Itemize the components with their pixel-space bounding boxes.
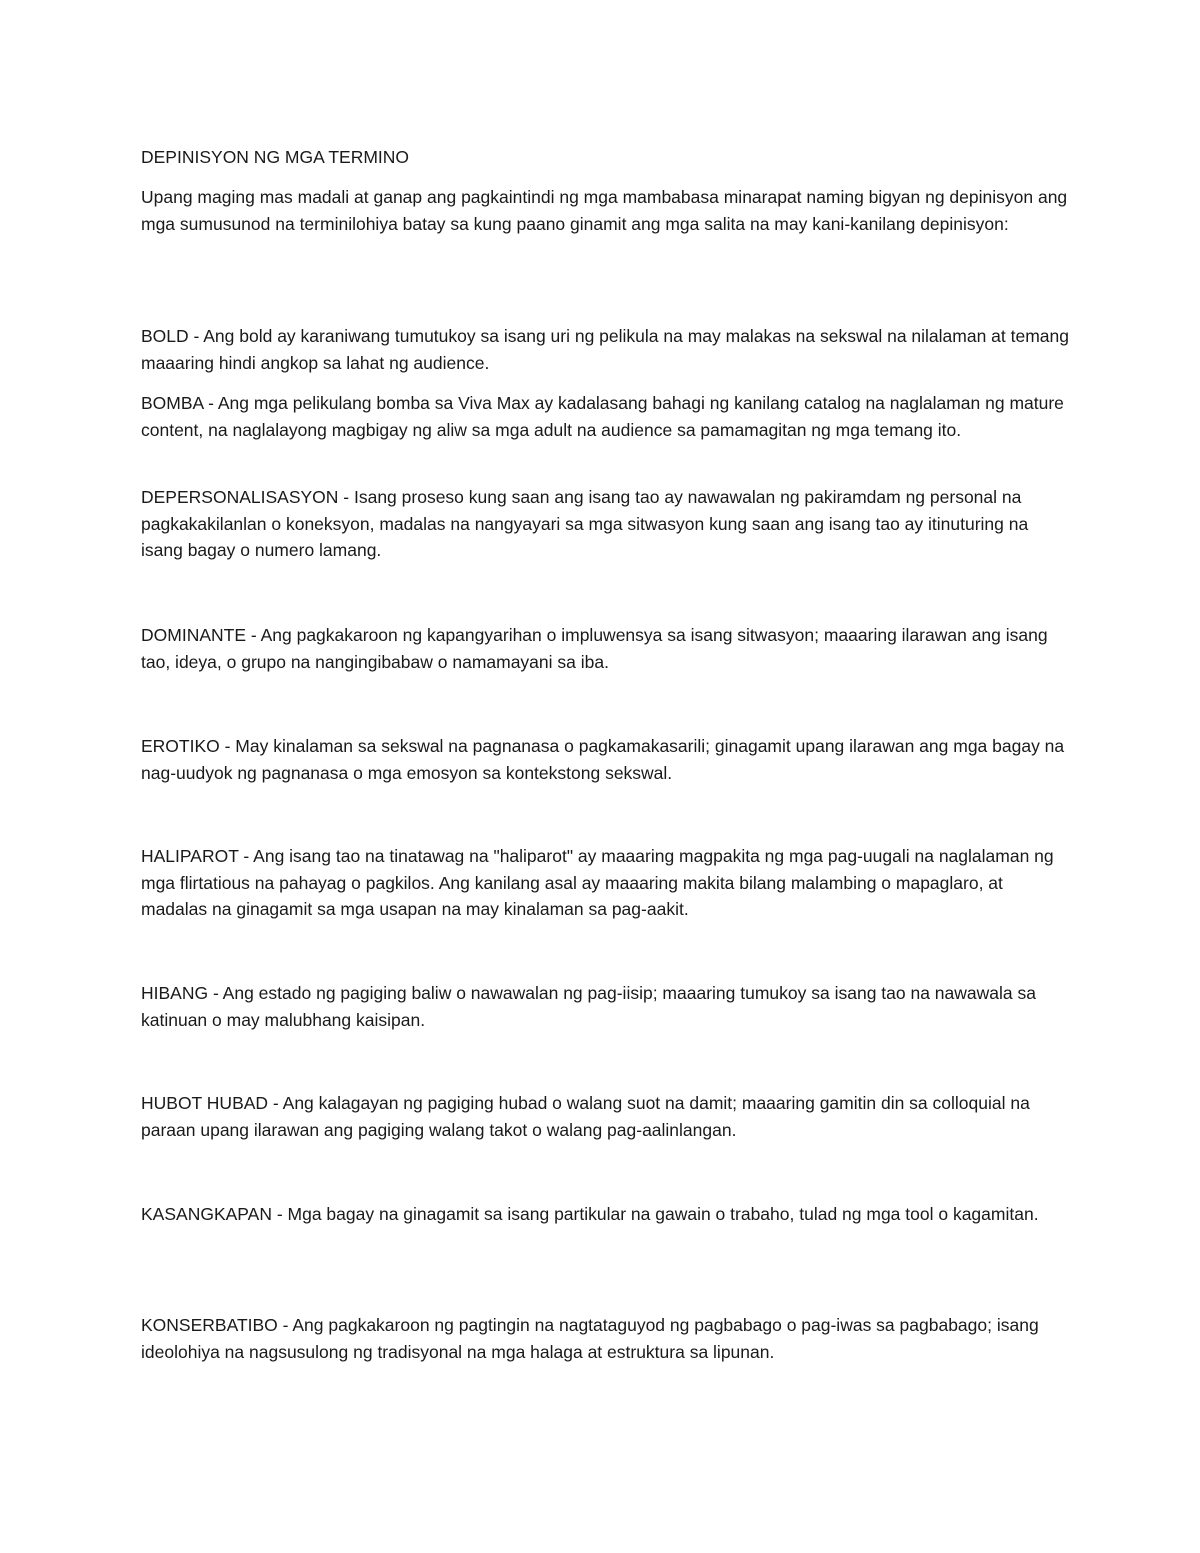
term-dominante: DOMINANTE - Ang pagkakaroon ng kapangyarihan o impluwensya sa isang sitwasyon; maaaring ilarawan ang isang tao, ideya, o grupo na nangingibabaw o namamayani sa iba. [141, 625, 1048, 672]
term-hibang: HIBANG - Ang estado ng pagiging baliw o nawawalan ng pag-iisip; maaaring tumukoy sa isang tao na nawawala sa katinuan o may malubhang kaisipan. [141, 983, 1036, 1030]
term-bold: BOLD - Ang bold ay karaniwang tumutukoy sa isang uri ng pelikula na may malakas na sekswal na nilalaman at temang maaaring hindi angkop sa lahat ng audience. [141, 326, 1070, 373]
term-erotiko: EROTIKO - May kinalaman sa sekswal na pagnanasa o pagkamakasarili; ginagamit upang ilarawan ang mga bagay na nag-uudyok ng pagnanasa o mga emosyon sa kontekstong sekswal. [141, 736, 1065, 783]
term-depersonalisasyon: DEPERSONALISASYON - Isang proseso kung saan ang isang tao ay nawawalan ng pakiramdam ng personal na pagkakakilanlan o koneksyon, madalas na nangyayari sa mga sitwasyon kung saan ang isang tao ay itinuturing na isang bagay o numero lamang. [141, 487, 1029, 560]
term-kasangkapan: KASANGKAPAN - Mga bagay na ginagamit sa isang partikular na gawain o trabaho, tulad ng mga tool o kagamitan. [141, 1204, 1039, 1224]
intro-paragraph: Upang maging mas madali at ganap ang pagkaintindi ng mga mambabasa minarapat naming bigyan ng depinisyon ang mga sumusunod na terminilohiya batay sa kung paano ginamit ang mga salita na may kani-kanilang depinisyon: [141, 187, 1068, 234]
term-bomba: BOMBA - Ang mga pelikulang bomba sa Viva Max ay kadalasang bahagi ng kanilang catalog na naglalaman ng mature content, na naglalayong magbigay ng aliw sa mga adult na audience sa pamamagitan ng mga temang ito. [141, 393, 1064, 440]
term-konserbatibo: KONSERBATIBO - Ang pagkakaroon ng pagtingin na nagtataguyod ng pagbabago o pag-iwas sa pagbabago; isang ideolohiya na nagsusulong ng tradisyonal na mga halaga at estruktura sa lipunan. [141, 1315, 1039, 1362]
term-hubot-hubad: HUBOT HUBAD - Ang kalagayan ng pagiging hubad o walang suot na damit; maaaring gamitin din sa colloquial na paraan upang ilarawan ang pagiging walang takot o walang pag-aalinlangan. [141, 1093, 1030, 1140]
term-haliparot: HALIPAROT - Ang isang tao na tinatawag na "haliparot" ay maaaring magpakita ng mga pag-uugali na naglalaman ng mga flirtatious na pahayag o pagkilos. Ang kanilang asal ay maaaring makita bilang malambing o mapaglaro, at madalas na ginagamit sa mga usapan na may kinalaman sa pag-aakit. [141, 846, 1054, 919]
document-title: DEPINISYON NG MGA TERMINO [141, 147, 410, 167]
